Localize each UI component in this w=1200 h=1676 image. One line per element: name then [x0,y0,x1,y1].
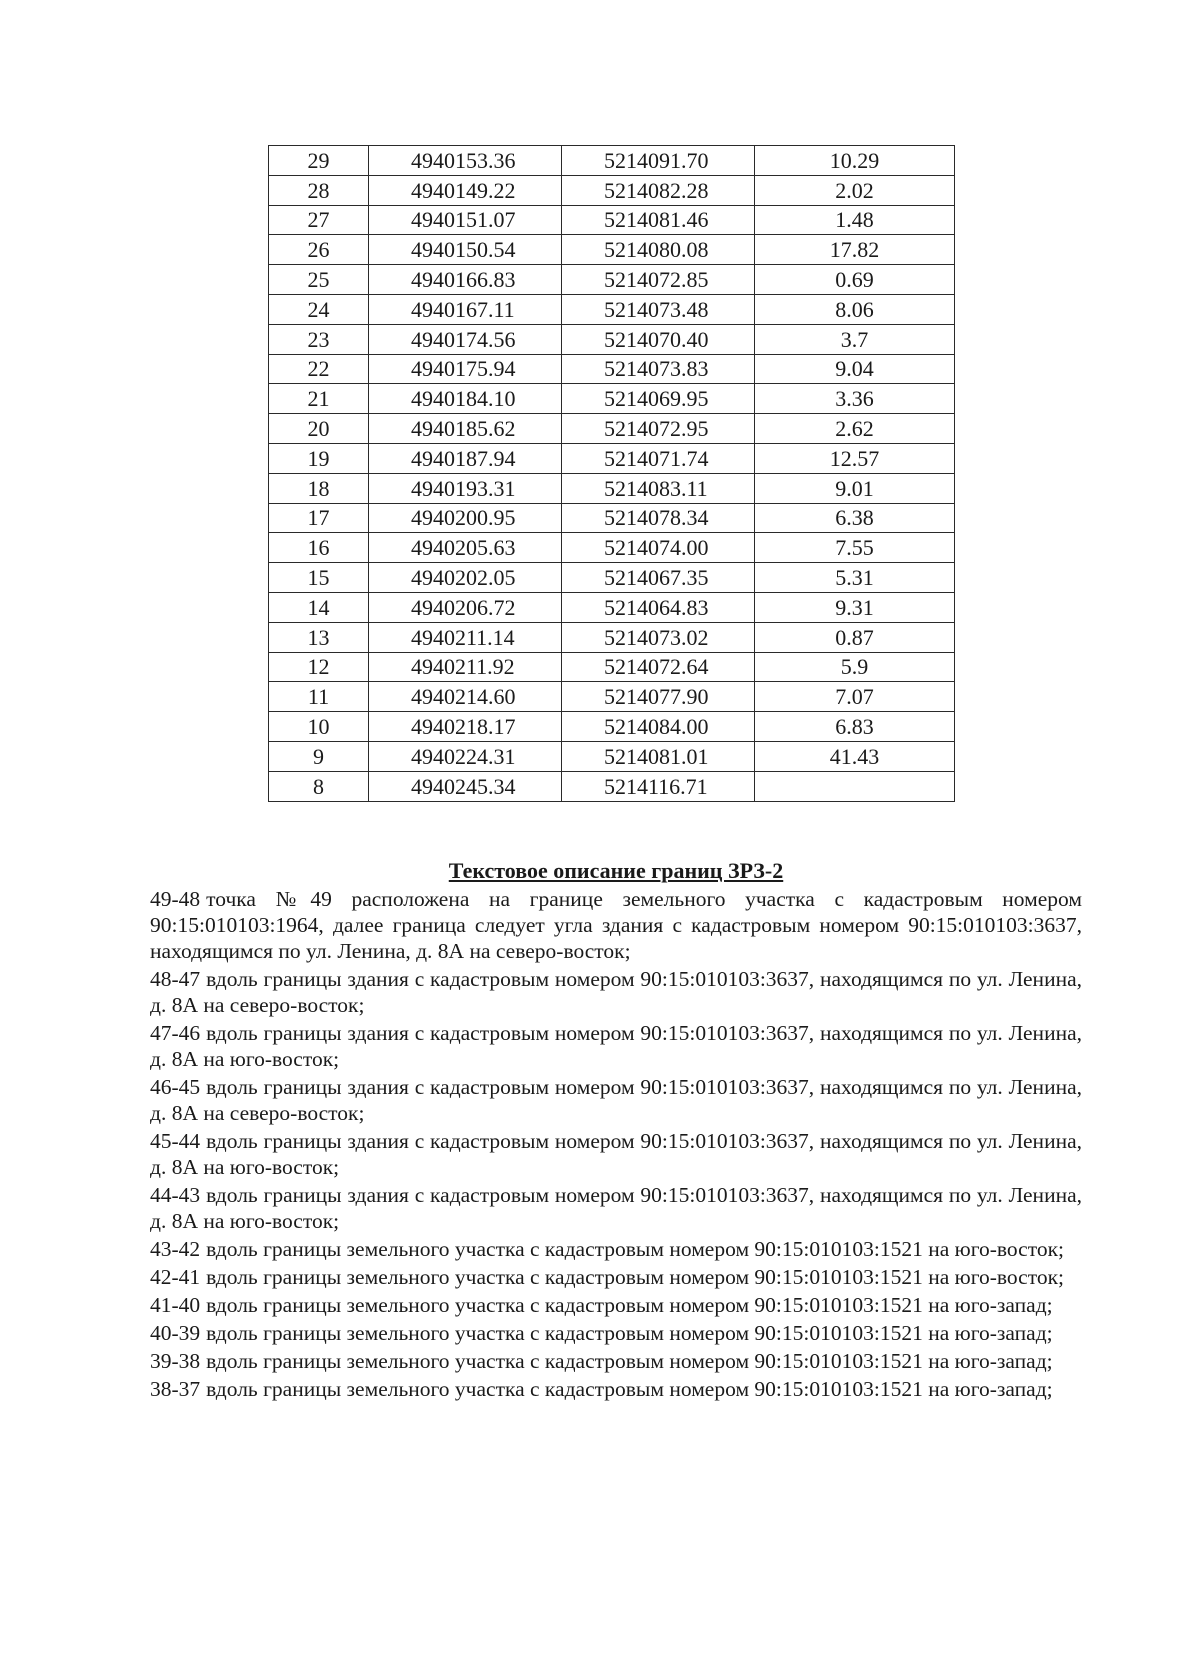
table-row [269,414,955,444]
x-coordinate-cell: 4940174.56 [369,324,562,354]
table-row [269,712,955,742]
coordinates-table-body [269,146,955,802]
distance-cell: 0.69 [755,265,955,295]
segment-text: точка №49 расположена на границе земельного участка с кадастровым номером 90:15:010103:1964, далее граница следует угла здания с кадастровым номером 90:15:010103:3637, находящимся по ул. Ленина, д. 8А на северо-восток; [150,887,1082,963]
y-coordinate-cell: 5214070.40 [562,324,755,354]
y-coordinate-cell: 5214082.28 [562,175,755,205]
x-coordinate-cell: 4940218.17 [369,712,562,742]
x-coordinate-cell: 4940211.92 [369,652,562,682]
distance-cell: 12.57 [755,443,955,473]
y-coordinate-cell: 5214073.48 [562,294,755,324]
boundary-description [150,857,1082,1404]
distance-cell: 10.29 [755,146,955,176]
segment-text: вдоль границы здания с кадастровым номером 90:15:010103:3637, находящимся по ул. Ленина, д. 8А на юго-восток; [150,1021,1082,1071]
x-coordinate-cell: 4940167.11 [369,294,562,324]
segment-text: вдоль границы земельного участка с кадастровым номером 90:15:010103:1521 на юго-запад; [206,1321,1053,1345]
table-row [269,146,955,176]
distance-cell: 7.07 [755,682,955,712]
x-coordinate-cell: 4940245.34 [369,771,562,801]
table-row [269,294,955,324]
point-number-cell: 17 [269,503,369,533]
segment-label: 38-37 [150,1377,201,1401]
point-number-cell: 13 [269,622,369,652]
x-coordinate-cell: 4940193.31 [369,473,562,503]
y-coordinate-cell: 5214069.95 [562,384,755,414]
segment-label: 42-41 [150,1265,201,1289]
distance-cell: 3.7 [755,324,955,354]
table-row [269,384,955,414]
segment-text: вдоль границы здания с кадастровым номером 90:15:010103:3637, находящимся по ул. Ленина, д. 8А на северо-восток; [150,967,1082,1017]
y-coordinate-cell: 5214071.74 [562,443,755,473]
table-row [269,652,955,682]
distance-cell: 2.62 [755,414,955,444]
segment-text: вдоль границы земельного участка с кадастровым номером 90:15:010103:1521 на юго-восток; [206,1237,1065,1261]
segment-text: вдоль границы земельного участка с кадастровым номером 90:15:010103:1521 на юго-запад; [206,1293,1053,1317]
distance-cell: 2.02 [755,175,955,205]
point-number-cell: 26 [269,235,369,265]
x-coordinate-cell: 4940187.94 [369,443,562,473]
segment-label: 45-44 [150,1129,201,1153]
segment-label: 49-48 [150,887,201,911]
point-number-cell: 23 [269,324,369,354]
point-number-cell: 12 [269,652,369,682]
description-item [150,1264,1082,1290]
segment-text: вдоль границы земельного участка с кадастровым номером 90:15:010103:1521 на юго-восток; [206,1265,1065,1289]
point-number-cell: 29 [269,146,369,176]
table-row [269,592,955,622]
table-row [269,235,955,265]
y-coordinate-cell: 5214084.00 [562,712,755,742]
table-row [269,205,955,235]
description-list [150,886,1082,1402]
segment-text: вдоль границы здания с кадастровым номером 90:15:010103:3637, находящимся по ул. Ленина, д. 8А на северо-восток; [150,1075,1082,1125]
point-number-cell: 24 [269,294,369,324]
point-number-cell: 10 [269,712,369,742]
point-number-cell: 22 [269,354,369,384]
distance-cell [755,771,955,801]
point-number-cell: 21 [269,384,369,414]
segment-label: 39-38 [150,1349,201,1373]
y-coordinate-cell: 5214072.85 [562,265,755,295]
distance-cell: 7.55 [755,533,955,563]
segment-text: вдоль границы земельного участка с кадастровым номером 90:15:010103:1521 на юго-запад; [206,1349,1053,1373]
point-number-cell: 19 [269,443,369,473]
segment-label: 47-46 [150,1021,201,1045]
x-coordinate-cell: 4940185.62 [369,414,562,444]
point-number-cell: 20 [269,414,369,444]
segment-label: 43-42 [150,1237,201,1261]
y-coordinate-cell: 5214091.70 [562,146,755,176]
point-number-cell: 18 [269,473,369,503]
table-row [269,771,955,801]
distance-cell: 0.87 [755,622,955,652]
x-coordinate-cell: 4940149.22 [369,175,562,205]
distance-cell: 6.38 [755,503,955,533]
distance-cell: 17.82 [755,235,955,265]
point-number-cell: 28 [269,175,369,205]
y-coordinate-cell: 5214081.46 [562,205,755,235]
table-row [269,741,955,771]
table-row [269,324,955,354]
description-item [150,1074,1082,1126]
segment-label: 41-40 [150,1293,201,1317]
description-title: Текстовое описание границ ЗРЗ-2 [448,858,784,883]
distance-cell: 9.01 [755,473,955,503]
y-coordinate-cell: 5214083.11 [562,473,755,503]
y-coordinate-cell: 5214064.83 [562,592,755,622]
point-number-cell: 15 [269,563,369,593]
segment-label: 48-47 [150,967,201,991]
description-item [150,886,1082,964]
description-item [150,1020,1082,1072]
y-coordinate-cell: 5214078.34 [562,503,755,533]
coordinates-table [268,145,955,802]
table-row [269,473,955,503]
y-coordinate-cell: 5214116.71 [562,771,755,801]
x-coordinate-cell: 4940184.10 [369,384,562,414]
description-item [150,1128,1082,1180]
segment-label: 40-39 [150,1321,201,1345]
distance-cell: 9.31 [755,592,955,622]
distance-cell: 3.36 [755,384,955,414]
segment-label: 44-43 [150,1183,201,1207]
point-number-cell: 25 [269,265,369,295]
table-row [269,533,955,563]
x-coordinate-cell: 4940200.95 [369,503,562,533]
segment-text: вдоль границы здания с кадастровым номером 90:15:010103:3637, находящимся по ул. Ленина, д. 8А на юго-восток; [150,1129,1082,1179]
x-coordinate-cell: 4940205.63 [369,533,562,563]
x-coordinate-cell: 4940166.83 [369,265,562,295]
x-coordinate-cell: 4940206.72 [369,592,562,622]
point-number-cell: 14 [269,592,369,622]
y-coordinate-cell: 5214080.08 [562,235,755,265]
distance-cell: 5.9 [755,652,955,682]
y-coordinate-cell: 5214073.83 [562,354,755,384]
x-coordinate-cell: 4940151.07 [369,205,562,235]
table-row [269,354,955,384]
segment-text: вдоль границы здания с кадастровым номером 90:15:010103:3637, находящимся по ул. Ленина, д. 8А на юго-восток; [150,1183,1082,1233]
point-number-cell: 8 [269,771,369,801]
table-row [269,682,955,712]
y-coordinate-cell: 5214067.35 [562,563,755,593]
x-coordinate-cell: 4940202.05 [369,563,562,593]
x-coordinate-cell: 4940175.94 [369,354,562,384]
x-coordinate-cell: 4940211.14 [369,622,562,652]
description-item [150,1320,1082,1346]
description-item [150,1182,1082,1234]
y-coordinate-cell: 5214072.95 [562,414,755,444]
segment-text: вдоль границы земельного участка с кадастровым номером 90:15:010103:1521 на юго-запад; [206,1377,1053,1401]
table-row [269,622,955,652]
distance-cell: 1.48 [755,205,955,235]
description-item [150,1348,1082,1374]
distance-cell: 41.43 [755,741,955,771]
x-coordinate-cell: 4940150.54 [369,235,562,265]
distance-cell: 5.31 [755,563,955,593]
description-item [150,966,1082,1018]
description-item [150,1236,1082,1262]
distance-cell: 6.83 [755,712,955,742]
point-number-cell: 16 [269,533,369,563]
description-item [150,1376,1082,1402]
point-number-cell: 11 [269,682,369,712]
y-coordinate-cell: 5214074.00 [562,533,755,563]
x-coordinate-cell: 4940224.31 [369,741,562,771]
table-row [269,503,955,533]
table-row [269,443,955,473]
x-coordinate-cell: 4940153.36 [369,146,562,176]
segment-label: 46-45 [150,1075,201,1099]
distance-cell: 8.06 [755,294,955,324]
table-row [269,563,955,593]
point-number-cell: 9 [269,741,369,771]
y-coordinate-cell: 5214073.02 [562,622,755,652]
table-row [269,175,955,205]
y-coordinate-cell: 5214072.64 [562,652,755,682]
x-coordinate-cell: 4940214.60 [369,682,562,712]
y-coordinate-cell: 5214077.90 [562,682,755,712]
point-number-cell: 27 [269,205,369,235]
y-coordinate-cell: 5214081.01 [562,741,755,771]
description-item [150,1292,1082,1318]
table-row [269,265,955,295]
distance-cell: 9.04 [755,354,955,384]
